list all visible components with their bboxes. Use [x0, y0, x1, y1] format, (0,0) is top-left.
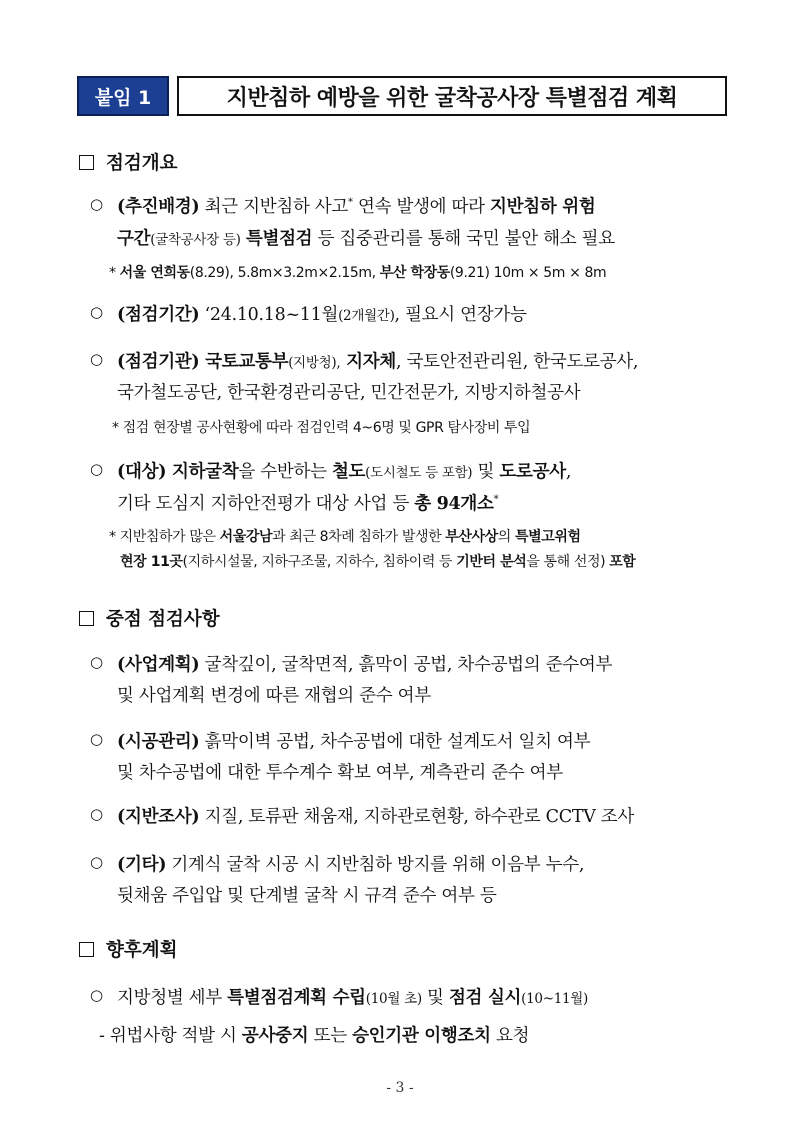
overview-background-note: * 서울 연희동(8.29), 5.8m×3.2m×2.15m, 부산 학장동(9.21) 10m × 5m × 8m [109, 265, 607, 281]
page-title: 지반침하 예방을 위한 굴착공사장 특별점검 계획 [177, 76, 727, 116]
circle-bullet-icon: ○ [90, 805, 104, 823]
checkbox-square-icon [79, 155, 94, 170]
overview-target-line1: (대상) 지하굴착을 수반하는 철도(도시철도 등 포함) 및 도로공사, [117, 462, 572, 482]
key-construction-line2: 및 차수공법에 대한 투수계수 확보 여부, 계측관리 준수 여부 [117, 763, 563, 783]
overview-background-line2: 구간(굴착공사장 등) 특별점검 등 집중관리를 통해 국민 불안 해소 필요 [117, 229, 615, 249]
section-header-future [79, 936, 177, 962]
future-plan-line: 지방청별 세부 특별점검계획 수립(10월 초) 및 점검 실시(10~11월) [117, 988, 588, 1008]
overview-target-note-line1: * 지반침하가 많은 서울강남과 최근 8차례 침하가 발생한 부산사상의 특별고위험 [109, 529, 581, 545]
key-other-line1: (기타) 기계식 굴착 시공 시 지반침하 방지를 위해 이음부 누수, [117, 855, 585, 875]
page-number: - 3 - [386, 1080, 414, 1096]
circle-bullet-icon: ○ [90, 350, 104, 368]
overview-period-line: (점검기간) ‘24.10.18~11월(2개월간), 필요시 연장가능 [117, 305, 527, 325]
section-title: 향후계획 [106, 940, 178, 961]
title-bar [77, 76, 727, 116]
section-title: 중점 점검사항 [106, 609, 220, 630]
overview-agency-line1: (점검기관) 국토교통부(지방청), 지자체, 국토안전관리원, 한국도로공사, [117, 352, 639, 372]
circle-bullet-icon: ○ [90, 460, 104, 478]
overview-target-line2: 기타 도심지 지하안전평가 대상 사업 등 총 94개소* [117, 494, 499, 514]
overview-agency-note: * 점검 현장별 공사현황에 따라 점검인력 4~6명 및 GPR 탐사장비 투입 [112, 420, 531, 436]
section-title: 점검개요 [106, 153, 178, 174]
attachment-tag: 붙임 1 [77, 76, 169, 116]
key-plan-line2: 및 사업계획 변경에 따른 재협의 준수 여부 [117, 686, 431, 706]
overview-background-line1: (추진배경) 최근 지반침하 사고* 연속 발생에 따라 지반침하 위험 [117, 197, 596, 217]
overview-target-note-line2: 현장 11곳(지하시설물, 지하구조물, 지하수, 침하이력 등 기반터 분석을 통해 선정) 포함 [120, 554, 636, 570]
checkbox-square-icon [79, 942, 94, 957]
section-header-key-items [79, 605, 220, 631]
key-construction-line1: (시공관리) 흙막이벽 공법, 차수공법에 대한 설계도서 일치 여부 [117, 732, 591, 752]
checkbox-square-icon [79, 611, 94, 626]
circle-bullet-icon: ○ [90, 730, 104, 748]
key-ground-survey-line: (지반조사) 지질, 토류판 채움재, 지하관로현황, 하수관로 CCTV 조사 [117, 807, 635, 827]
circle-bullet-icon: ○ [90, 653, 104, 671]
future-action-line: - 위법사항 적발 시 공사중지 또는 승인기관 이행조치 요청 [99, 1026, 530, 1046]
circle-bullet-icon: ○ [90, 853, 104, 871]
section-header-overview [79, 149, 177, 175]
circle-bullet-icon: ○ [90, 195, 104, 213]
overview-agency-line2: 국가철도공단, 한국환경관리공단, 민간전문가, 지방지하철공사 [117, 383, 581, 403]
circle-bullet-icon: ○ [90, 986, 104, 1004]
key-plan-line1: (사업계획) 굴착깊이, 굴착면적, 흙막이 공법, 차수공법의 준수여부 [117, 655, 613, 675]
key-other-line2: 뒷채움 주입압 및 단계별 굴착 시 규격 준수 여부 등 [117, 886, 497, 906]
circle-bullet-icon: ○ [90, 303, 104, 321]
